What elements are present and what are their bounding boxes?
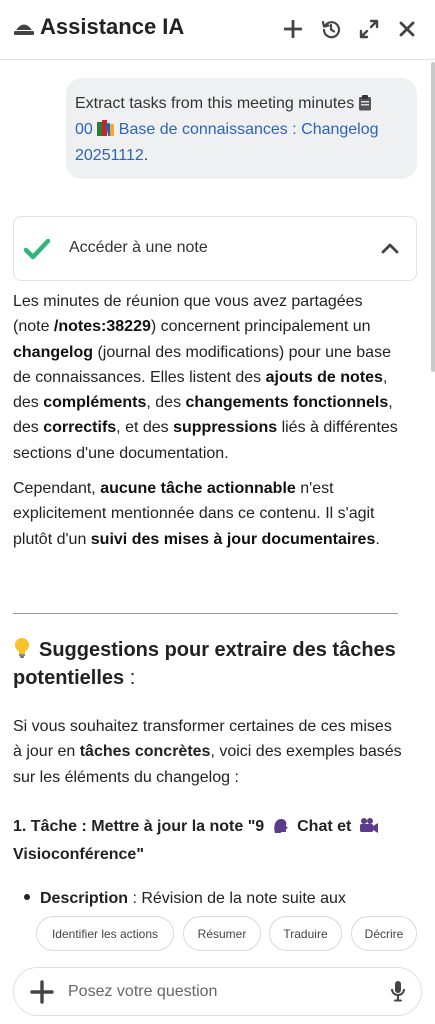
note-link-prefix: 00 — [75, 121, 93, 138]
tool-call-label: Accéder à une note — [69, 239, 208, 256]
note-link-text: Base de connaissances : Changelog — [118, 121, 379, 138]
tool-call-card[interactable] — [13, 216, 417, 281]
books-icon — [97, 119, 115, 135]
quick-action-describe[interactable]: Décrire — [351, 916, 417, 951]
assistant-response — [13, 289, 403, 562]
suggestions-intro: Si vous souhaitez transformer certaines de ces mises à jour en tâches concrètes, voici des exemples basés sur les éléments du changelog : — [13, 718, 402, 786]
check-icon — [24, 238, 50, 265]
user-message-text: Extract tasks from this meeting minutes — [75, 95, 355, 112]
note-link-date: 20251112 — [75, 147, 144, 164]
app-logo-icon — [13, 18, 35, 38]
clipboard-icon — [358, 94, 372, 111]
user-message-bubble — [66, 78, 417, 179]
close-icon — [399, 21, 415, 37]
microphone-icon[interactable] — [390, 980, 406, 1007]
close-button[interactable] — [394, 16, 420, 42]
expand-icon — [359, 19, 379, 39]
bullet — [24, 894, 30, 900]
panel-title: Assistance IA — [40, 14, 185, 39]
quick-action-translate[interactable]: Traduire — [269, 916, 342, 951]
quick-action-identify[interactable]: Identifier les actions — [36, 916, 174, 951]
question-input[interactable] — [68, 980, 368, 1004]
video-camera-icon — [359, 817, 379, 842]
panel-header — [0, 0, 435, 60]
quick-action-summarize[interactable]: Résumer — [183, 916, 261, 951]
user-message-trailing: . — [143, 147, 149, 164]
scrollbar[interactable] — [431, 62, 435, 372]
response-paragraph-1: Les minutes de réunion que vous avez partagées (note /notes:38229) concernent principalement un changelog (journal des modifications) pour une base de connaissances. Elles listent des ajouts de notes, des compléments, des changements fonctionnels, des correctifs, et des suppressions liés à différentes sections d'une documentation. — [13, 293, 398, 462]
history-icon — [321, 19, 341, 39]
task-description: Description : Révision de la note suite aux — [24, 886, 404, 911]
new-chat-button[interactable] — [280, 16, 306, 42]
note-link[interactable] — [75, 121, 379, 164]
speaking-head-icon — [272, 817, 290, 842]
lightbulb-icon — [13, 637, 31, 659]
suggestions-heading: Suggestions pour extraire des tâches potentielles : — [13, 639, 396, 689]
response-paragraph-2: Cependant, aucune tâche actionnable n'est explicitement mentionnée dans ce contenu. Il s'agit plutôt d'un suivi des mises à jour documentaires. — [13, 480, 380, 548]
composer — [13, 967, 422, 1016]
plus-icon — [284, 20, 302, 38]
attach-plus-icon[interactable] — [30, 980, 54, 1009]
expand-button[interactable] — [356, 16, 382, 42]
history-button[interactable] — [318, 16, 344, 42]
chevron-up-icon[interactable] — [381, 241, 399, 259]
task-heading: 1. Tâche : Mettre à jour la note "9 Chat et Visioconférence" — [13, 814, 413, 868]
divider — [13, 613, 398, 614]
